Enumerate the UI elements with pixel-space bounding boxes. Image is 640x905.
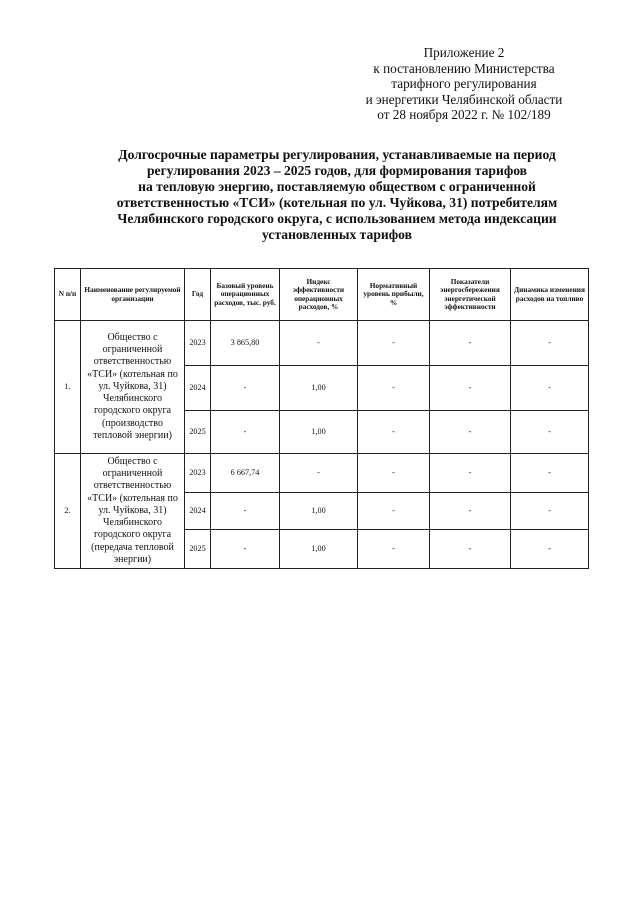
title-line: Челябинского городского округа, с использованием метода индексации (117, 211, 557, 227)
cell-fuel-dynamics: - (511, 530, 589, 569)
cell-year: 2023 (185, 321, 211, 366)
appendix-line: тарифного регулирования (391, 76, 537, 91)
header-fuel-dynamics: Динамика изменения расходов на топливо (511, 269, 589, 321)
cell-fuel-dynamics: - (511, 321, 589, 366)
header-num: N п/п (55, 269, 81, 321)
appendix-line: и энергетики Челябинской области (365, 91, 563, 107)
header-profit-level: Нормативный уровень прибыли, % (358, 269, 430, 321)
cell-efficiency-index: 1,00 (280, 493, 358, 530)
document-title (88, 147, 586, 244)
cell-base-cost: 6 667,74 (211, 454, 280, 493)
cell-base-cost: 3 865,80 (211, 321, 280, 366)
cell-base-cost: - (211, 411, 280, 454)
table-row (55, 321, 589, 366)
cell-energy-saving: - (430, 366, 511, 411)
cell-efficiency-index: 1,00 (280, 530, 358, 569)
cell-energy-saving: - (430, 411, 511, 454)
cell-base-cost: - (211, 366, 280, 411)
cell-efficiency-index: 1,00 (280, 411, 358, 454)
header-year: Год (185, 269, 211, 321)
table-row (55, 454, 589, 493)
organization-name: Общество с ограниченной ответственностью «ТСИ» (котельная по ул. Чуйкова, 31) Челябинского городского округа (производство тепловой энергии) (81, 321, 185, 454)
header-energy-saving: Показатели энергосбережения энергетической эффективности (430, 269, 511, 321)
cell-profit-level: - (358, 454, 430, 493)
title-line: установленных тарифов (262, 227, 412, 243)
cell-profit-level: - (358, 366, 430, 411)
cell-base-cost: - (211, 530, 280, 569)
cell-fuel-dynamics: - (511, 454, 589, 493)
title-line: Долгосрочные параметры регулирования, устанавливаемые на период (118, 147, 556, 162)
title-line: регулирования 2023 – 2025 годов, для формирования тарифов (146, 163, 528, 179)
cell-year: 2025 (185, 530, 211, 569)
row-number: 1. (55, 321, 81, 454)
title-line: на тепловую энергию, поставляемую обществом с ограниченной (138, 179, 536, 195)
cell-year: 2024 (185, 493, 211, 530)
title-line: ответственностью «ТСИ» (котельная по ул. Чуйкова, 31) потребителям (116, 195, 558, 211)
cell-year: 2024 (185, 366, 211, 411)
cell-year: 2025 (185, 411, 211, 454)
appendix-block (340, 45, 588, 123)
parameters-table (54, 268, 589, 569)
row-number: 2. (55, 454, 81, 569)
cell-energy-saving: - (430, 454, 511, 493)
cell-profit-level: - (358, 411, 430, 454)
cell-energy-saving: - (430, 530, 511, 569)
cell-efficiency-index: - (280, 321, 358, 366)
appendix-line: от 28 ноября 2022 г. № 102/189 (377, 107, 551, 122)
cell-profit-level: - (358, 493, 430, 530)
cell-efficiency-index: - (280, 454, 358, 493)
cell-year: 2023 (185, 454, 211, 493)
header-base-cost: Базовый уровень операционных расходов, тыс. руб. (211, 269, 280, 321)
cell-energy-saving: - (430, 321, 511, 366)
table-header-row (55, 269, 589, 321)
header-efficiency-index: Индекс эффективности операционных расходов, % (280, 269, 358, 321)
cell-fuel-dynamics: - (511, 366, 589, 411)
cell-fuel-dynamics: - (511, 493, 589, 530)
appendix-line: к постановлению Министерства (373, 60, 555, 76)
cell-base-cost: - (211, 493, 280, 530)
cell-fuel-dynamics: - (511, 411, 589, 454)
cell-efficiency-index: 1,00 (280, 366, 358, 411)
header-org: Наименование регулируемой организации (81, 269, 185, 321)
organization-name: Общество с ограниченной ответственностью «ТСИ» (котельная по ул. Чуйкова, 31) Челябинского городского округа (передача тепловой энергии) (81, 454, 185, 569)
cell-profit-level: - (358, 530, 430, 569)
cell-profit-level: - (358, 321, 430, 366)
appendix-line: Приложение 2 (423, 45, 505, 60)
cell-energy-saving: - (430, 493, 511, 530)
